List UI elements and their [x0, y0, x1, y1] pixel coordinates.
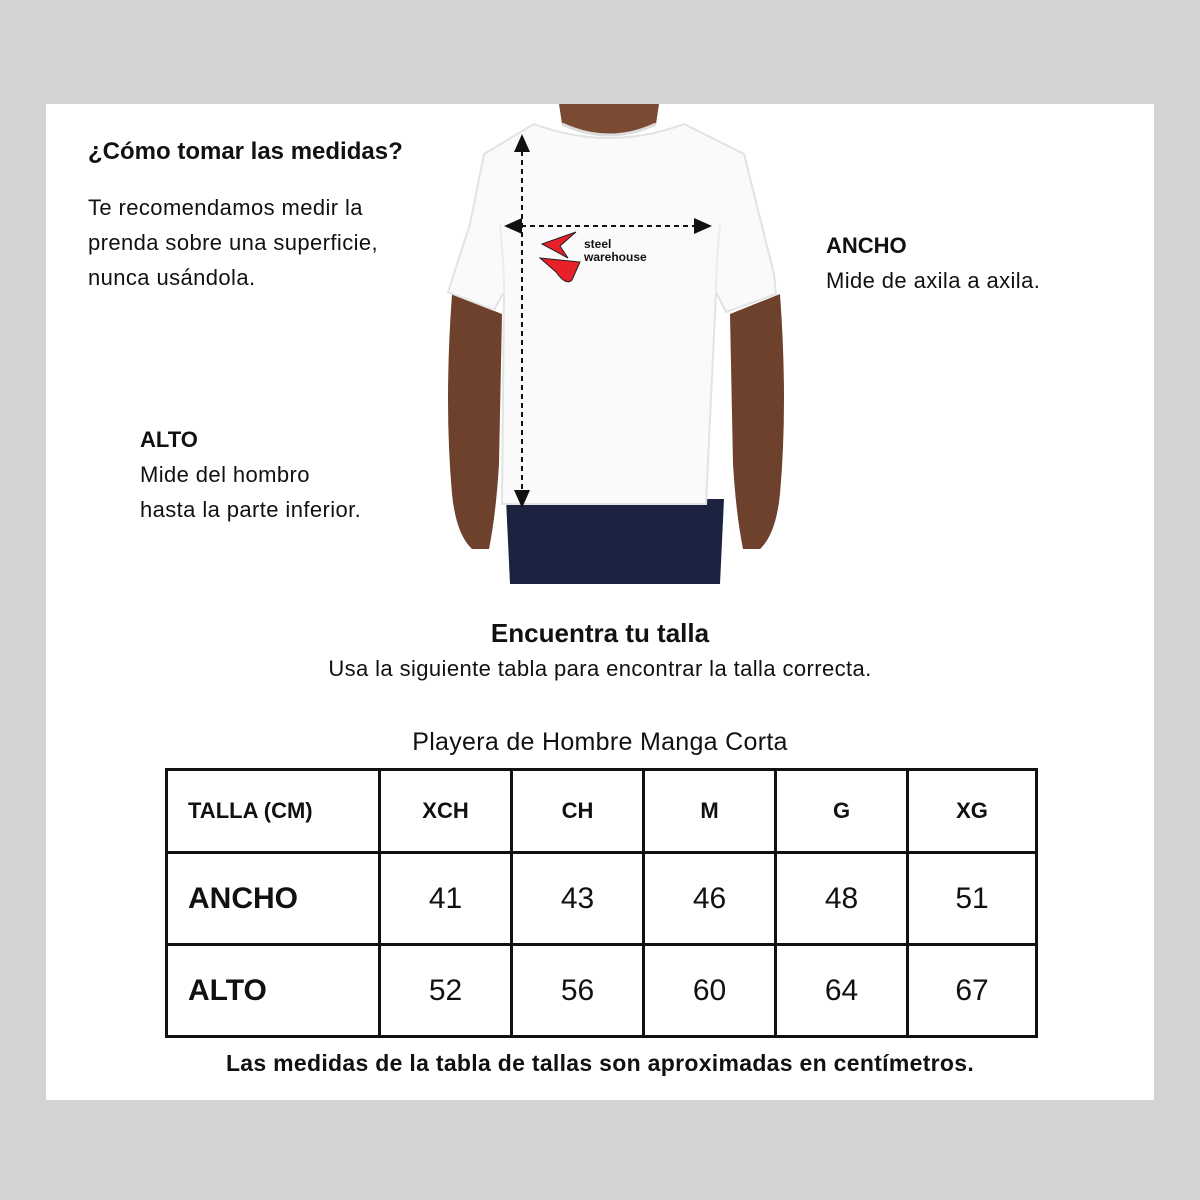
table-cell: 41 — [380, 853, 512, 945]
find-size-title: Encuentra tu talla — [490, 618, 710, 648]
how-to-title: ¿Cómo tomar las medidas? — [88, 138, 403, 165]
ancho-label: ANCHO — [826, 233, 907, 258]
table-cell: 67 — [908, 945, 1037, 1037]
table-header-cell: XCH — [380, 770, 512, 853]
table-cell: 51 — [908, 853, 1037, 945]
alto-desc-line: Mide del hombro — [140, 462, 310, 487]
how-to-line: prenda sobre una superficie, — [88, 230, 379, 255]
table-header-row — [167, 770, 1037, 853]
size-table — [165, 768, 1038, 1038]
table-cell: 64 — [776, 945, 908, 1037]
table-cell: 48 — [776, 853, 908, 945]
table-cell: 56 — [512, 945, 644, 1037]
how-to-body — [88, 190, 428, 295]
table-cell: 46 — [644, 853, 776, 945]
table-cell: 52 — [380, 945, 512, 1037]
find-size-subtitle: Usa la siguiente tabla para encontrar la talla correcta. — [328, 656, 872, 681]
table-header-cell: XG — [908, 770, 1037, 853]
table-header-cell: TALLA (CM) — [167, 770, 380, 853]
size-guide-card — [46, 104, 1154, 1100]
table-row — [167, 945, 1037, 1037]
table-cell: 43 — [512, 853, 644, 945]
table-header-cell: CH — [512, 770, 644, 853]
table-header-cell: G — [776, 770, 908, 853]
how-to-line: nunca usándola. — [88, 265, 256, 290]
alto-info — [140, 422, 361, 527]
ancho-desc: Mide de axila a axila. — [826, 268, 1041, 293]
table-row — [167, 853, 1037, 945]
alto-label: ALTO — [140, 427, 198, 452]
how-to-line: Te recomendamos medir la — [88, 195, 363, 220]
logo-text-steel: steel — [584, 237, 612, 251]
row-label-ancho: ANCHO — [167, 853, 380, 945]
footnote: Las medidas de la tabla de tallas son aproximadas en centímetros. — [225, 1050, 975, 1076]
alto-desc-line: hasta la parte inferior. — [140, 497, 362, 522]
tshirt-model-image — [444, 104, 788, 584]
table-header-cell: M — [644, 770, 776, 853]
table-cell: 60 — [644, 945, 776, 1037]
logo-text-warehouse: warehouse — [584, 250, 647, 264]
row-label-alto: ALTO — [167, 945, 380, 1037]
table-title: Playera de Hombre Manga Corta — [412, 728, 788, 756]
ancho-info — [826, 228, 1040, 298]
